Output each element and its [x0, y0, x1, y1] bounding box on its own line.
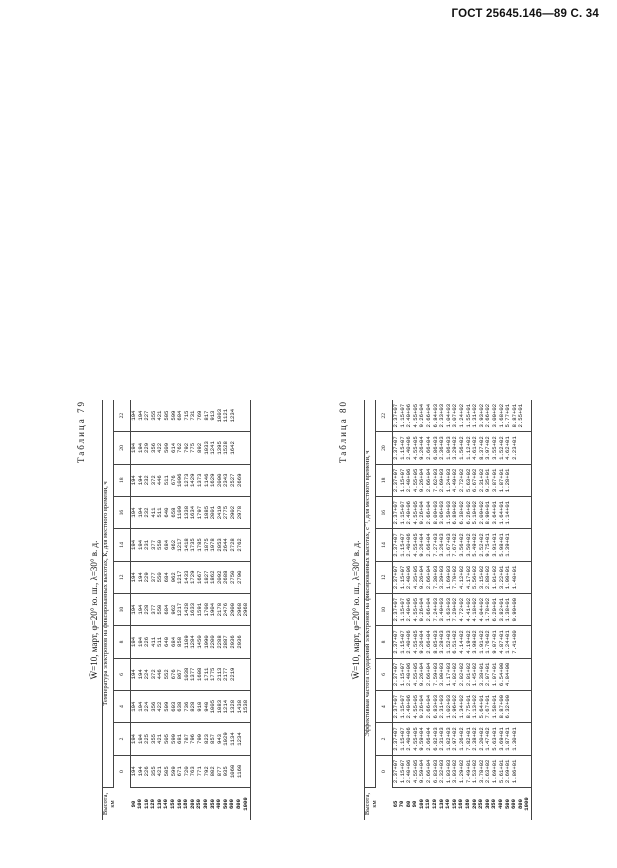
table-79-hour-header: 2 — [114, 723, 131, 755]
table-80-hour-header: 4 — [376, 691, 393, 723]
table-79-hour-header: 16 — [114, 496, 131, 528]
table-80-value-column: 2.37+07 1.15+07 2.40+06 4.55+05 9.26+04 2.66+04 7.27+03 3.26+03 1.67+03 7.67+02 3.56+02 3.50+02 5.49+02 2.52+02 9.75+01 3.91+01 5.98+01 1.39+01 — [393, 529, 532, 561]
table-79-body — [131, 400, 251, 820]
table-80-hour-header: 12 — [376, 561, 393, 593]
table-79-hours-row — [114, 400, 131, 820]
table-79-value-column: 194 194 228 377 550 684 962 1217 1428 1633 1591 1708 1904 2178 2476 2900 2968 2968 — [131, 593, 251, 625]
table-79-hour-header: 0 — [114, 755, 131, 787]
table-79-hour-header: 12 — [114, 561, 131, 593]
table-80-altitude-column: 65 70 80 90 100 110 120 130 140 150 160 180 200 250 300 350 400 500 600 800 1000 — [393, 788, 532, 821]
table-80-data-row — [393, 400, 532, 820]
table-79-value-column: 194 194 226 355 421 505 599 671 720 763 771 792 802 877 935 1060 1160 — [131, 755, 251, 787]
table-79-hour-header: 22 — [114, 400, 131, 432]
table-80 — [364, 400, 532, 820]
table-79-hour-header: 4 — [114, 690, 131, 722]
table-79-value-column: 194 194 224 356 422 509 603 638 736 828 910 940 1005 1083 1214 1328 1438 1538 — [131, 690, 251, 722]
table-79-alt-header: Высота, км — [103, 788, 131, 821]
table-80-body — [393, 400, 532, 820]
table-79-hour-header: 8 — [114, 626, 131, 658]
table-80-value-column: 2.37+07 1.15+07 2.40+06 4.55+05 9.26+04 2.66+04 8.05+03 3.28+03 1.52+03 6.51+02 4.14+02 4.19+02 3.98+02 1.91+02 1.76+02 9.07+01 4.87+01 1.24+01 7.41+00 — [393, 626, 532, 658]
table-80-value-column: 2.37+07 1.15+07 2.40+06 4.55+05 9.26+04 2.66+04 7.62+03 2.69+03 1.24+03 4.49+02 2.72+02 5.63+02 6.67+02 2.31+02 9.35+01 3.87+01 1.87+01 1.28+01 — [393, 464, 532, 496]
table-80-hour-header: 6 — [376, 658, 393, 690]
table-79-value-column: 194 194 224 372 446 552 676 867 1038 1377 1608 1711 1775 2113 2177 2219 — [131, 658, 251, 690]
table-79-hour-header: 18 — [114, 464, 131, 496]
table-80-hour-header: 0 — [376, 755, 393, 787]
table-79-params: W̄=10, март, φ=20° ю. ш., λ=30° в. д. — [89, 540, 99, 680]
table-80-hour-header: 14 — [376, 529, 393, 561]
table-79 — [102, 400, 251, 820]
table-79-data-row — [131, 400, 251, 820]
table-79-value-column: 194 194 232 372 446 511 676 1096 1273 1429 1373 1146 1629 2000 2343 2527 2669 — [131, 464, 251, 496]
table-80-hour-header: 20 — [376, 432, 393, 464]
table-79-altitude-column: 90 100 110 120 130 140 150 160 180 200 250 300 350 400 500 600 800 1000 — [131, 788, 251, 821]
table-80-hour-header: 18 — [376, 464, 393, 496]
table-80-value-column: 2.37+07 1.15+07 2.40+06 4.55+05 9.26+04 2.66+04 7.24+03 3.40+03 1.63+03 7.29+02 4.72+02 4.41+02 4.18+02 4.04+02 1.78+02 6.20+01 3.82+01 1.38+01 9.99+00 — [393, 594, 532, 626]
page-header: ГОСТ 25645.146—89 С. 34 — [451, 8, 599, 20]
table-80-value-column: 2.37+07 1.15+07 2.40+06 4.55+05 9.26+04 2.66+04 7.59+03 3.00+03 1.17+03 4.02+02 2.02+02 2.01+02 1.45+02 3.38+01 2.07+01 1.07+01 6.54+00 4.84+00 — [393, 658, 532, 690]
table-80-value-column: 2.37+07 1.15+07 2.40+06 4.55+05 9.26+04 2.66+04 6.84+03 2.33+03 1.04+03 3.07+02 1.24+02 1.55+01 1.31+02 3.93+02 2.66+02 3.00+02 1.68+02 5.77+01 8.87+01 2.55+01 — [393, 400, 532, 432]
table-79-value-column: 194 194 226 411 511 640 684 858 1109 1284 1450 1990 2200 2288 2887 2936 2936 — [131, 626, 251, 658]
table-80-hour-header: 2 — [376, 723, 393, 755]
table-79-value-column: 194 194 229 377 550 684 962 1217 1433 1729 1667 1827 1862 2092 2688 2750 2790 — [131, 561, 251, 593]
table-79-hour-header: 20 — [114, 432, 131, 464]
table-80-value-column: 2.37+07 1.15+07 2.40+06 4.55+05 9.59+04 2.66+04 6.83+03 2.32+03 1.03+03 3.03+02 1.29+02 7.49+01 1.53+02 3.78+02 2.63+02 1.69+01 5.61+01 2.69+01 1.86+01 — [393, 755, 532, 787]
table-80-value-column: 2.37+07 1.15+07 2.40+06 4.55+05 9.26+04 2.66+04 8.09+03 3.06+03 1.59+03 6.89+02 6.38+02 6.26+02 5.10+02 2.09+02 8.90+01 3.64+01 1.64+01 1.14+01 — [393, 497, 532, 529]
table-79-value-column: 194 194 231 377 550 684 962 1217 1418 1735 1785 1875 1978 2053 2644 2728 2762 — [131, 529, 251, 561]
table-79-label: Таблица 79 — [76, 400, 86, 463]
table-79-value-column: 194 194 232 411 511 640 658 1109 1338 1634 1797 1885 2001 2419 2775 2902 2978 — [131, 496, 251, 528]
table-79-value-column: 194 194 227 355 421 505 599 684 715 731 769 817 913 1003 1121 1234 — [131, 400, 251, 432]
table-79-block — [76, 400, 251, 820]
table-80-params: W̄=10, март, φ=20° ю. ш., λ=30° в. д. — [351, 540, 361, 680]
table-80-block — [338, 400, 532, 820]
table-79-value-column: 194 194 229 356 422 509 614 762 792 775 892 1033 1241 1395 1528 1642 — [131, 432, 251, 464]
table-80-value-column: 2.37+07 1.15+07 2.40+06 4.55+05 9.59+04 2.66+04 6.82+03 2.31+03 1.02+03 2.97+02 1.26+02 7.82+01 2.38+02 2.20+02 1.47+02 5.63+01 3.69+01 1.87+01 1.30+01 — [393, 723, 532, 755]
table-79-value-column: 194 194 225 355 421 505 599 681 787 796 799 823 857 943 1029 1134 1234 — [131, 723, 251, 755]
table-80-hour-header: 8 — [376, 626, 393, 658]
table-80-hour-header: 10 — [376, 594, 393, 626]
table-80-hour-header: 22 — [376, 400, 393, 432]
table-80-value-column: 2.37+07 1.15+07 2.40+06 4.55+05 9.26+04 2.66+04 6.83+03 2.31+03 1.02+03 2.96+02 1.34+02 8.75+01 1.13+02 5.64+01 7.67+01 1.58+01 8.87+00 6.32+00 — [393, 691, 532, 723]
table-80-alt-header: Высота, км — [365, 788, 393, 821]
table-79-hour-header: 6 — [114, 658, 131, 690]
table-80-value-column: 2.37+07 1.15+07 2.40+06 4.35+05 9.26+04 2.66+04 7.30+03 3.39+03 1.69+03 7.70+02 4.12+02 4.17+02 5.56+02 3.15+02 2.88+02 1.01+02 3.22+01 1.98+01 1.40+01 — [393, 561, 532, 593]
table-79-hour-header: 10 — [114, 593, 131, 625]
table-80-value-column: 2.37+07 1.15+07 2.40+06 4.55+05 9.26+04 2.66+04 6.86+03 2.36+03 1.06+03 3.29+02 1.56+02 1.12+02 4.61+02 8.37+02 3.97+02 3.55+02 1.52+02 4.62+01 2.23+01 — [393, 432, 532, 464]
table-80-label: Таблица 80 — [338, 400, 348, 463]
table-79-hour-header: 14 — [114, 529, 131, 561]
table-80-hour-header: 16 — [376, 497, 393, 529]
table-79-caption: Температура электронов на фиксированных высотах, К, для местного времени, ч — [103, 400, 114, 788]
table-80-caption: Эффективная частота соударений электронов на фиксированных высотах, с⁻¹, для местного времени, ч — [365, 400, 376, 788]
table-80-hours-row — [376, 400, 393, 820]
